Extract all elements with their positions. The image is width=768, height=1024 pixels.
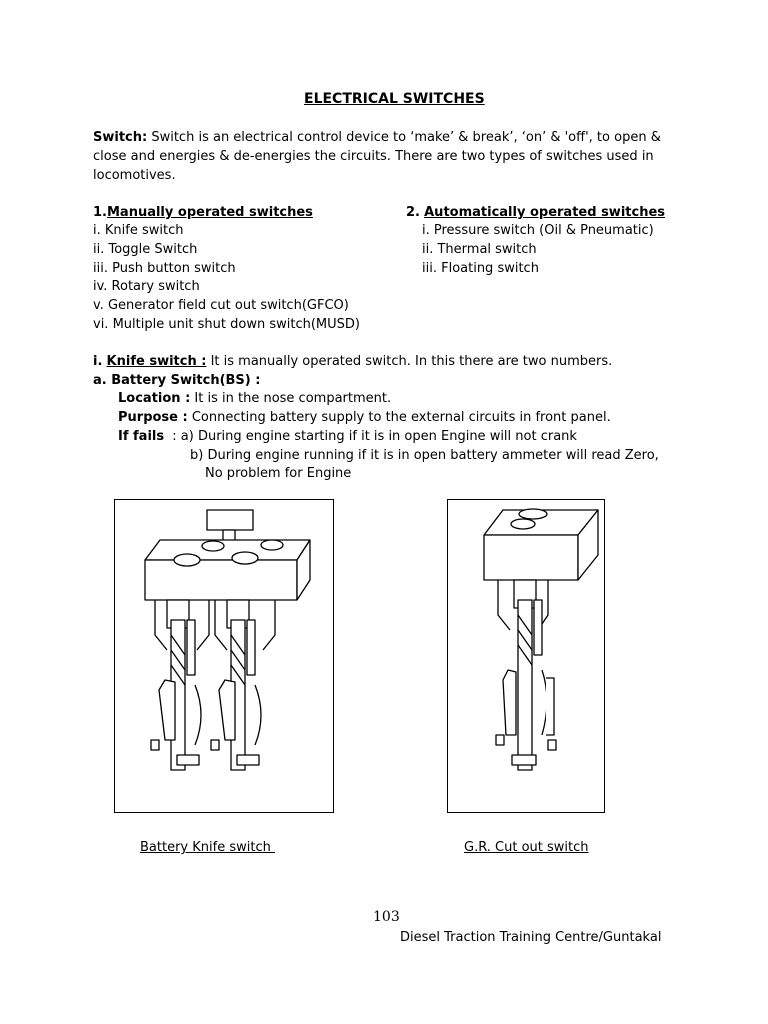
if-fails-a: a) During engine starting if it is in open Engine will not crank [180, 429, 577, 444]
manual-item: v. Generator field cut out switch(GFCO) [93, 298, 349, 313]
if-fails-line [118, 429, 577, 444]
automatic-heading [406, 205, 665, 220]
manual-heading [93, 205, 313, 220]
manual-item: vi. Multiple unit shut down switch(MUSD) [93, 317, 360, 332]
switch-definition-text: Switch is an electrical control device to ‘make’ & break’, ‘on’ & 'off', to open & close and energies & de-energies the circuits. There are two types of switches used in locomotives. [93, 130, 661, 183]
knife-heading: Knife switch : [106, 354, 207, 369]
if-fails-colon: : [172, 429, 177, 444]
purpose-text: Connecting battery supply to the external circuits in front panel. [191, 410, 611, 425]
battery-knife-switch-figure [114, 499, 334, 813]
manual-item: ii. Toggle Switch [93, 242, 198, 257]
purpose-line [118, 410, 611, 425]
location-text: It is in the nose compartment. [194, 391, 392, 406]
manual-number: 1. [93, 205, 107, 220]
manual-item: iv. Rotary switch [93, 279, 200, 294]
location-label: Location : [118, 391, 191, 406]
manual-heading-text: Manually operated switches [106, 205, 313, 220]
knife-text: It is manually operated switch. In this there are two numbers. [210, 354, 613, 369]
gr-cut-out-switch-drawing [448, 500, 604, 812]
battery-knife-switch-caption: Battery Knife switch [140, 840, 275, 855]
if-fails-label: If fails [118, 429, 165, 444]
automatic-heading-text: Automatically operated switches [424, 205, 665, 220]
gr-cut-out-switch-caption: G.R. Cut out switch [464, 840, 589, 855]
automatic-item: iii. Floating switch [422, 261, 539, 276]
switch-term: Switch: [93, 130, 148, 145]
battery-knife-switch-drawing [115, 500, 333, 812]
automatic-item: i. Pressure switch (Oil & Pneumatic) [422, 223, 654, 238]
if-fails-b2: No problem for Engine [205, 466, 352, 481]
purpose-label: Purpose : [118, 410, 188, 425]
automatic-number: 2. [406, 205, 420, 220]
manual-item: i. Knife switch [93, 223, 184, 238]
automatic-item: ii. Thermal switch [422, 242, 537, 257]
manual-item: iii. Push button switch [93, 261, 236, 276]
location-line [118, 391, 391, 406]
switch-definition [93, 128, 683, 185]
gr-cut-out-switch-figure [447, 499, 605, 813]
battery-switch-heading: a. Battery Switch(BS) : [93, 373, 261, 388]
if-fails-b: b) During engine running if it is in open battery ammeter will read Zero, [190, 448, 659, 463]
footer-centre: Diesel Traction Training Centre/Guntakal [400, 930, 662, 945]
knife-prefix: i. [93, 354, 103, 369]
knife-switch-line [93, 354, 612, 369]
page-title: ELECTRICAL SWITCHES [304, 91, 485, 107]
page-number: 103 [373, 909, 400, 925]
